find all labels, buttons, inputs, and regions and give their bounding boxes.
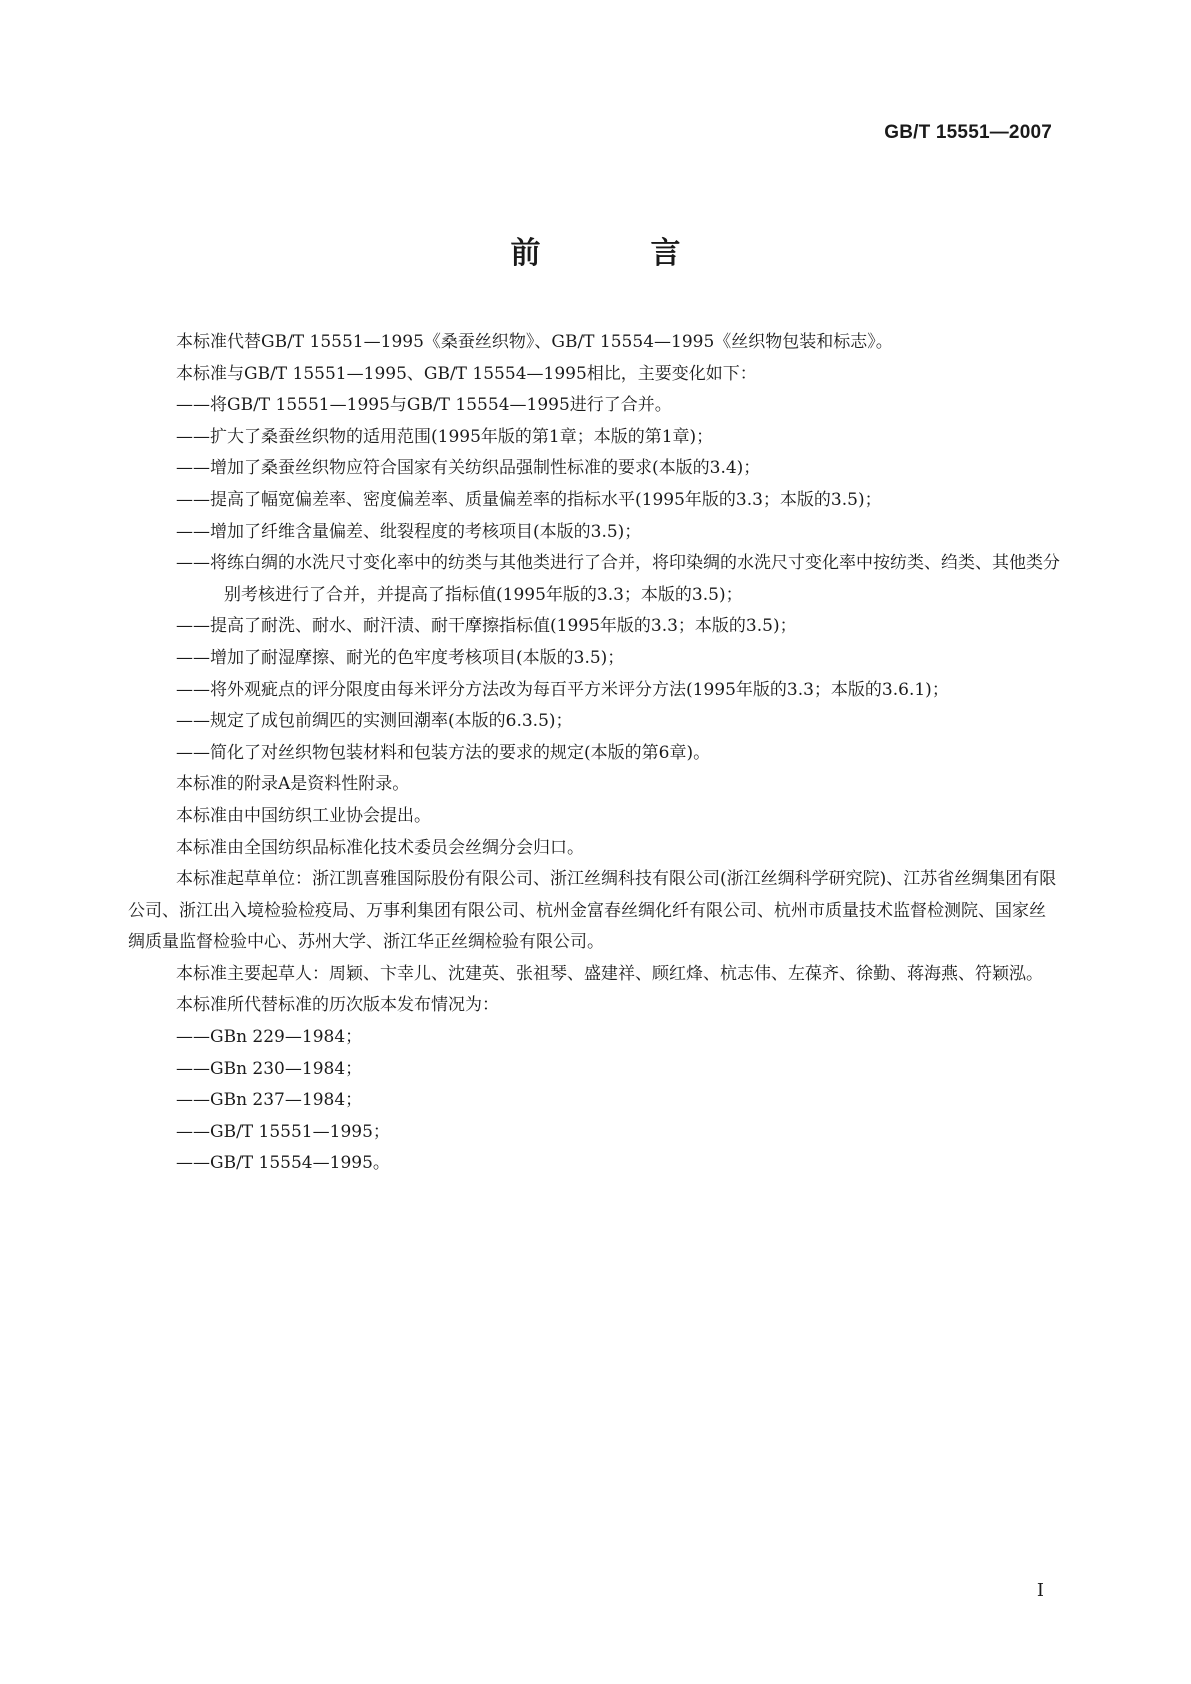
change-item: ——增加了耐湿摩擦、耐光的色牢度考核项目(本版的3.5)； — [176, 647, 625, 668]
change-item: ——将外观疵点的评分限度由每米评分方法改为每百平方米评分方法(1995年版的3.3；本版的3.6.1)； — [176, 679, 949, 700]
change-item: ——规定了成包前绸匹的实测回潮率(本版的6.3.5)； — [176, 711, 573, 732]
change-item: ——提高了幅宽偏差率、密度偏差率、质量偏差率的指标水平(1995年版的3.3；本版的3.5)； — [176, 489, 882, 510]
change-item: ——提高了耐洗、耐水、耐汗渍、耐干摩擦指标值(1995年版的3.3；本版的3.5)； — [176, 616, 797, 637]
paragraph-appendix: 本标准的附录A是资料性附录。 — [176, 774, 410, 795]
change-item: ——简化了对丝织物包装材料和包装方法的要求的规定(本版的第6章)。 — [176, 742, 711, 763]
page-title: 前 言 — [510, 236, 721, 271]
paragraph-history-intro: 本标准所代替标准的历次版本发布情况为： — [176, 995, 499, 1016]
paragraph-technical-committee: 本标准由全国纺织品标准化技术委员会丝绸分会归口。 — [176, 837, 584, 858]
paragraph-changes-intro: 本标准与GB/T 15551—1995、GB/T 15554—1995相比，主要变化如下： — [176, 363, 757, 384]
change-item: ——将练白绸的水洗尺寸变化率中的纺类与其他类进行了合并，将印染绸的水洗尺寸变化率中按纺类、绉类、其他类分别考核进行了合并，并提高了指标值(1995年版的3.3；本版的3.5)； — [176, 553, 1060, 605]
paragraph-replaces: 本标准代替GB/T 15551—1995《桑蚕丝织物》、GB/T 15554—1995《丝织物包装和标志》。 — [176, 332, 893, 352]
standard-code: GB/T 15551—2007 — [884, 122, 1052, 143]
history-item: ——GB/T 15554—1995。 — [176, 1153, 390, 1174]
change-item: ——扩大了桑蚕丝织物的适用范围(1995年版的第1章；本版的第1章)； — [176, 426, 714, 447]
history-item: ——GBn 237—1984； — [176, 1090, 363, 1111]
change-item: ——增加了纤维含量偏差、纰裂程度的考核项目(本版的3.5)； — [176, 521, 642, 542]
page-number: I — [1036, 1580, 1044, 1601]
paragraph-drafting-units: 本标准起草单位：浙江凯喜雅国际股份有限公司、浙江丝绸科技有限公司(浙江丝绸科学研究院)、江苏省丝绸集团有限公司、浙江出入境检验检疫局、万事利集团有限公司、杭州金富春丝绸化纤有限公司、杭州市质量技术监督检测院、国家丝绸质量监督检验中心、苏州大学、浙江华正丝绸检验有限公司。 — [128, 869, 1057, 953]
history-item: ——GBn 229—1984； — [176, 1027, 363, 1048]
paragraph-drafters: 本标准主要起草人：周颖、卞幸儿、沈建英、张祖琴、盛建祥、顾红烽、杭志伟、左葆齐、徐勤、蒋海燕、符颖泓。 — [176, 963, 1043, 984]
history-item: ——GBn 230—1984； — [176, 1058, 363, 1079]
history-item: ——GB/T 15551—1995； — [176, 1121, 390, 1142]
change-item: ——增加了桑蚕丝织物应符合国家有关纺织品强制性标准的要求(本版的3.4)； — [176, 458, 761, 479]
foreword-body — [128, 327, 1062, 1180]
paragraph-proposer: 本标准由中国纺织工业协会提出。 — [176, 805, 431, 826]
change-item: ——将GB/T 15551—1995与GB/T 15554—1995进行了合并。 — [176, 395, 672, 416]
